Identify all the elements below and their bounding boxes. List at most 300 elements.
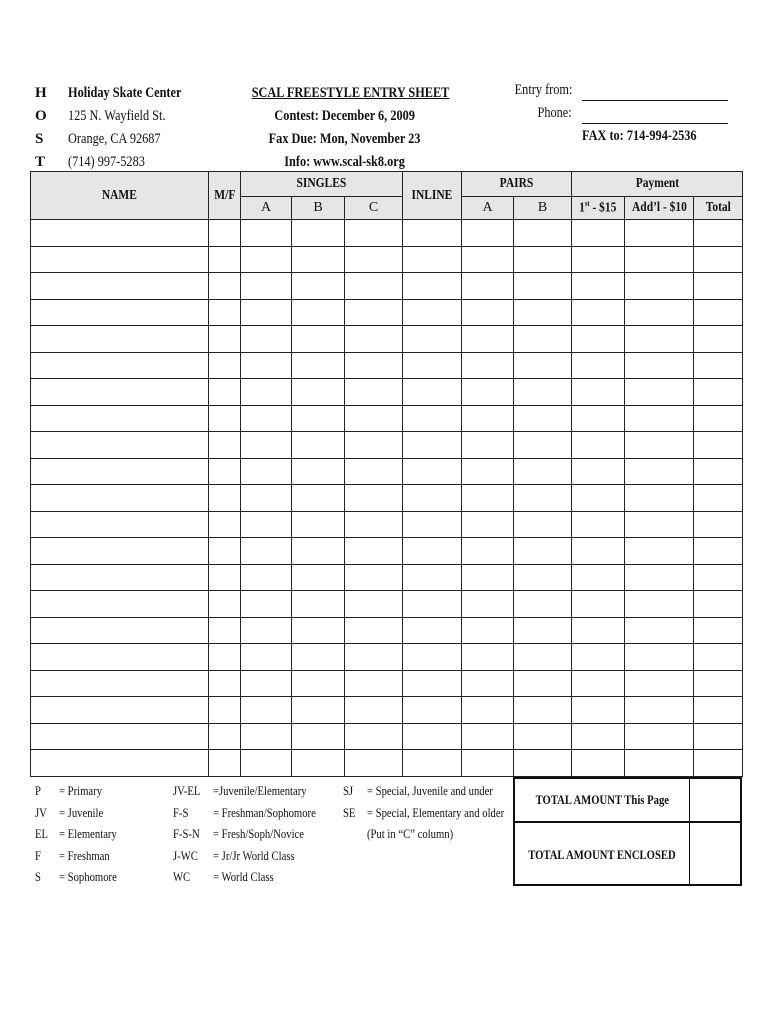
- inline-cell[interactable]: [403, 670, 462, 697]
- host-letter: H: [35, 85, 47, 101]
- inline-cell[interactable]: [403, 458, 462, 485]
- inline-cell[interactable]: [403, 538, 462, 565]
- pairs-a-cell[interactable]: [462, 299, 514, 326]
- pay-first-cell[interactable]: [572, 352, 625, 379]
- inline-cell[interactable]: [403, 379, 462, 406]
- pay-addl-cell[interactable]: [625, 458, 694, 485]
- inline-cell[interactable]: [403, 246, 462, 273]
- singles-b-cell[interactable]: [292, 617, 345, 644]
- entry-rows: [31, 220, 743, 777]
- col-singles-b: B: [292, 197, 345, 220]
- mf-cell[interactable]: [209, 723, 241, 750]
- pay-first-cell[interactable]: [572, 511, 625, 538]
- singles-c-cell[interactable]: [345, 432, 403, 459]
- singles-a-cell[interactable]: [241, 564, 292, 591]
- pay-total-cell[interactable]: [694, 220, 743, 247]
- singles-b-cell[interactable]: [292, 273, 345, 300]
- legend-item: SJ = Special, Juvenile and under: [343, 783, 493, 798]
- singles-a-cell[interactable]: [241, 273, 292, 300]
- pairs-a-cell[interactable]: [462, 485, 514, 512]
- pay-first-cell[interactable]: [572, 564, 625, 591]
- name-cell[interactable]: [31, 723, 209, 750]
- name-cell[interactable]: [31, 432, 209, 459]
- singles-b-cell[interactable]: [292, 644, 345, 671]
- info-url: Info: www.scal-sk8.org: [284, 154, 406, 170]
- mf-cell[interactable]: [209, 591, 241, 618]
- pairs-b-cell[interactable]: [514, 299, 572, 326]
- name-cell[interactable]: [31, 697, 209, 724]
- mf-cell[interactable]: [209, 564, 241, 591]
- table-row: [31, 432, 743, 459]
- legend-item: JV-EL =Juvenile/Elementary: [173, 783, 307, 798]
- pairs-a-cell[interactable]: [462, 617, 514, 644]
- legend-item: J-WC = Jr/Jr World Class: [173, 847, 295, 863]
- phone-field[interactable]: [582, 122, 728, 124]
- col-pay-total: Total: [694, 197, 743, 220]
- mf-cell[interactable]: [209, 352, 241, 379]
- singles-a-cell[interactable]: [241, 670, 292, 697]
- inline-cell[interactable]: [403, 617, 462, 644]
- col-mf-header: M/F: [209, 172, 241, 220]
- pay-total-cell[interactable]: [694, 379, 743, 406]
- pay-total-cell[interactable]: [694, 432, 743, 459]
- singles-b-cell[interactable]: [292, 379, 345, 406]
- col-pairs-b: B: [514, 197, 572, 220]
- pairs-b-cell[interactable]: [514, 352, 572, 379]
- legend-col-3: [343, 780, 534, 845]
- entry-table: [30, 171, 743, 777]
- pay-first-cell[interactable]: [572, 458, 625, 485]
- singles-c-cell[interactable]: [345, 220, 403, 247]
- name-cell[interactable]: [31, 644, 209, 671]
- host-name: Holiday Skate Center: [68, 85, 182, 101]
- singles-c-cell[interactable]: [345, 485, 403, 512]
- mf-cell[interactable]: [209, 697, 241, 724]
- table-row: [31, 644, 743, 671]
- table-row: [31, 723, 743, 750]
- pairs-a-cell[interactable]: [462, 511, 514, 538]
- singles-a-cell[interactable]: [241, 326, 292, 353]
- inline-cell[interactable]: [403, 644, 462, 671]
- phone-label: Phone:: [537, 105, 572, 121]
- singles-b-cell[interactable]: [292, 670, 345, 697]
- entry-from-label: Entry from:: [514, 82, 572, 98]
- pairs-a-cell[interactable]: [462, 432, 514, 459]
- pairs-b-cell[interactable]: [514, 723, 572, 750]
- pay-first-cell[interactable]: [572, 299, 625, 326]
- singles-c-cell[interactable]: [345, 564, 403, 591]
- pay-addl-cell[interactable]: [625, 617, 694, 644]
- inline-cell[interactable]: [403, 220, 462, 247]
- singles-b-cell[interactable]: [292, 485, 345, 512]
- singles-a-cell[interactable]: [241, 750, 292, 777]
- singles-c-cell[interactable]: [345, 723, 403, 750]
- pairs-b-cell[interactable]: [514, 511, 572, 538]
- singles-c-cell[interactable]: [345, 617, 403, 644]
- pay-total-cell[interactable]: [694, 644, 743, 671]
- pay-addl-cell[interactable]: [625, 591, 694, 618]
- singles-b-cell[interactable]: [292, 299, 345, 326]
- contest-info: [230, 82, 460, 174]
- legend-col-2: [173, 780, 338, 888]
- mf-cell[interactable]: [209, 670, 241, 697]
- pairs-a-cell[interactable]: [462, 564, 514, 591]
- name-cell[interactable]: [31, 246, 209, 273]
- singles-b-cell[interactable]: [292, 591, 345, 618]
- singles-a-cell[interactable]: [241, 697, 292, 724]
- pay-addl-cell[interactable]: [625, 697, 694, 724]
- singles-b-cell[interactable]: [292, 458, 345, 485]
- pay-total-cell[interactable]: [694, 564, 743, 591]
- table-row: [31, 379, 743, 406]
- pay-addl-cell[interactable]: [625, 405, 694, 432]
- name-cell[interactable]: [31, 511, 209, 538]
- sheet-title: SCAL FREESTYLE ENTRY SHEET: [251, 85, 450, 101]
- table-row: [31, 405, 743, 432]
- pay-total-cell[interactable]: [694, 485, 743, 512]
- pay-first-cell[interactable]: [572, 326, 625, 353]
- singles-a-cell[interactable]: [241, 432, 292, 459]
- pairs-a-cell[interactable]: [462, 273, 514, 300]
- legend-item: F-S-N = Fresh/Soph/Novice: [173, 826, 304, 842]
- name-cell[interactable]: [31, 220, 209, 247]
- singles-b-cell[interactable]: [292, 432, 345, 459]
- table-row: [31, 352, 743, 379]
- singles-b-cell[interactable]: [292, 220, 345, 247]
- mf-cell[interactable]: [209, 750, 241, 777]
- pairs-a-cell[interactable]: [462, 644, 514, 671]
- table-row: [31, 538, 743, 565]
- pay-first-cell[interactable]: [572, 697, 625, 724]
- pairs-a-cell[interactable]: [462, 326, 514, 353]
- pay-total-cell[interactable]: [694, 299, 743, 326]
- pay-addl-cell[interactable]: [625, 299, 694, 326]
- pairs-a-cell[interactable]: [462, 750, 514, 777]
- singles-a-cell[interactable]: [241, 591, 292, 618]
- pairs-b-cell[interactable]: [514, 273, 572, 300]
- pay-total-cell[interactable]: [694, 352, 743, 379]
- name-cell[interactable]: [31, 750, 209, 777]
- pairs-a-cell[interactable]: [462, 405, 514, 432]
- pay-addl-cell[interactable]: [625, 485, 694, 512]
- singles-c-cell[interactable]: [345, 644, 403, 671]
- mf-cell[interactable]: [209, 405, 241, 432]
- table-row: [31, 246, 743, 273]
- pairs-b-cell[interactable]: [514, 485, 572, 512]
- inline-cell[interactable]: [403, 432, 462, 459]
- total-this-page-label: TOTAL AMOUNT This Page: [515, 779, 690, 821]
- pay-total-cell[interactable]: [694, 326, 743, 353]
- singles-a-cell[interactable]: [241, 617, 292, 644]
- name-cell[interactable]: [31, 299, 209, 326]
- mf-cell[interactable]: [209, 273, 241, 300]
- singles-a-cell[interactable]: [241, 246, 292, 273]
- singles-b-cell[interactable]: [292, 352, 345, 379]
- pairs-b-cell[interactable]: [514, 326, 572, 353]
- mf-cell[interactable]: [209, 485, 241, 512]
- pay-total-cell[interactable]: [694, 617, 743, 644]
- singles-b-cell[interactable]: [292, 405, 345, 432]
- host-info: [68, 82, 206, 174]
- pay-first-cell[interactable]: [572, 538, 625, 565]
- pay-addl-cell[interactable]: [625, 220, 694, 247]
- col-pay-addl: Add’l - $10: [625, 197, 694, 220]
- entry-from-field[interactable]: [582, 99, 728, 101]
- table-row: [31, 273, 743, 300]
- singles-a-cell[interactable]: [241, 299, 292, 326]
- pay-first-cell[interactable]: [572, 220, 625, 247]
- legend-item: F = Freshman: [35, 847, 110, 863]
- pairs-b-cell[interactable]: [514, 591, 572, 618]
- pairs-a-cell[interactable]: [462, 220, 514, 247]
- fax-due: Fax Due: Mon, November 23: [269, 131, 421, 147]
- pay-total-cell[interactable]: [694, 697, 743, 724]
- legend-item: F-S = Freshman/Sophomore: [173, 804, 316, 820]
- singles-b-cell[interactable]: [292, 246, 345, 273]
- singles-c-cell[interactable]: [345, 750, 403, 777]
- singles-c-cell[interactable]: [345, 273, 403, 300]
- inline-cell[interactable]: [403, 723, 462, 750]
- host-address2: Orange, CA 92687: [68, 131, 161, 147]
- name-cell[interactable]: [31, 485, 209, 512]
- singles-c-cell[interactable]: [345, 246, 403, 273]
- pay-addl-cell[interactable]: [625, 432, 694, 459]
- singles-c-cell[interactable]: [345, 538, 403, 565]
- table-row: [31, 670, 743, 697]
- pay-total-cell[interactable]: [694, 723, 743, 750]
- name-cell[interactable]: [31, 591, 209, 618]
- name-cell[interactable]: [31, 379, 209, 406]
- pay-addl-cell[interactable]: [625, 538, 694, 565]
- name-cell[interactable]: [31, 538, 209, 565]
- mf-cell[interactable]: [209, 220, 241, 247]
- name-cell[interactable]: [31, 352, 209, 379]
- pairs-a-cell[interactable]: [462, 352, 514, 379]
- pairs-b-cell[interactable]: [514, 432, 572, 459]
- host-phone: (714) 997-5283: [68, 154, 145, 170]
- pay-addl-cell[interactable]: [625, 511, 694, 538]
- singles-b-cell[interactable]: [292, 564, 345, 591]
- pay-addl-cell[interactable]: [625, 352, 694, 379]
- name-cell[interactable]: [31, 273, 209, 300]
- pairs-b-cell[interactable]: [514, 220, 572, 247]
- table-row: [31, 750, 743, 777]
- legend-col-1: [35, 780, 130, 888]
- pay-first-cell[interactable]: [572, 617, 625, 644]
- pay-first-cell[interactable]: [572, 644, 625, 671]
- singles-a-cell[interactable]: [241, 511, 292, 538]
- mf-cell[interactable]: [209, 246, 241, 273]
- singles-a-cell[interactable]: [241, 352, 292, 379]
- inline-cell[interactable]: [403, 485, 462, 512]
- pay-addl-cell[interactable]: [625, 750, 694, 777]
- inline-cell[interactable]: [403, 750, 462, 777]
- pairs-b-cell[interactable]: [514, 617, 572, 644]
- singles-a-cell[interactable]: [241, 458, 292, 485]
- pay-addl-cell[interactable]: [625, 644, 694, 671]
- singles-c-cell[interactable]: [345, 405, 403, 432]
- pairs-a-cell[interactable]: [462, 591, 514, 618]
- col-inline-header: INLINE: [403, 172, 462, 220]
- singles-b-cell[interactable]: [292, 750, 345, 777]
- singles-a-cell[interactable]: [241, 379, 292, 406]
- col-singles-header: SINGLES: [241, 172, 403, 197]
- pairs-a-cell[interactable]: [462, 670, 514, 697]
- mf-cell[interactable]: [209, 458, 241, 485]
- table-row: [31, 591, 743, 618]
- pay-total-cell[interactable]: [694, 246, 743, 273]
- legend-item: EL = Elementary: [35, 826, 117, 842]
- pay-addl-cell[interactable]: [625, 723, 694, 750]
- col-singles-c: C: [345, 197, 403, 220]
- singles-c-cell[interactable]: [345, 379, 403, 406]
- singles-c-cell[interactable]: [345, 591, 403, 618]
- table-row: [31, 220, 743, 247]
- inline-cell[interactable]: [403, 564, 462, 591]
- pairs-b-cell[interactable]: [514, 670, 572, 697]
- pairs-a-cell[interactable]: [462, 697, 514, 724]
- mf-cell[interactable]: [209, 644, 241, 671]
- totals-box: [513, 777, 742, 886]
- host-letters: [35, 82, 47, 174]
- pay-first-cell[interactable]: [572, 723, 625, 750]
- pay-first-cell[interactable]: [572, 485, 625, 512]
- pairs-b-cell[interactable]: [514, 379, 572, 406]
- legend-item: S = Sophomore: [35, 869, 117, 885]
- pay-total-cell[interactable]: [694, 511, 743, 538]
- pairs-a-cell[interactable]: [462, 723, 514, 750]
- singles-a-cell[interactable]: [241, 723, 292, 750]
- col-name-header: NAME: [31, 172, 209, 220]
- singles-c-cell[interactable]: [345, 511, 403, 538]
- inline-cell[interactable]: [403, 352, 462, 379]
- singles-c-cell[interactable]: [345, 326, 403, 353]
- singles-a-cell[interactable]: [241, 405, 292, 432]
- legend-item: SE = Special, Elementary and older: [343, 804, 505, 820]
- singles-b-cell[interactable]: [292, 697, 345, 724]
- pairs-a-cell[interactable]: [462, 379, 514, 406]
- table-row: [31, 299, 743, 326]
- pay-first-cell[interactable]: [572, 273, 625, 300]
- pairs-b-cell[interactable]: [514, 458, 572, 485]
- pay-addl-cell[interactable]: [625, 564, 694, 591]
- pairs-b-cell[interactable]: [514, 697, 572, 724]
- table-row: [31, 458, 743, 485]
- pairs-b-cell[interactable]: [514, 538, 572, 565]
- mf-cell[interactable]: [209, 538, 241, 565]
- legend-item: P = Primary: [35, 783, 103, 798]
- mf-cell[interactable]: [209, 326, 241, 353]
- table-row: [31, 697, 743, 724]
- table-row: [31, 485, 743, 512]
- pay-first-cell[interactable]: [572, 591, 625, 618]
- inline-cell[interactable]: [403, 511, 462, 538]
- singles-c-cell[interactable]: [345, 697, 403, 724]
- pay-total-cell[interactable]: [694, 538, 743, 565]
- inline-cell[interactable]: [403, 591, 462, 618]
- mf-cell[interactable]: [209, 511, 241, 538]
- singles-b-cell[interactable]: [292, 511, 345, 538]
- pay-total-cell[interactable]: [694, 405, 743, 432]
- pay-addl-cell[interactable]: [625, 379, 694, 406]
- pay-total-cell[interactable]: [694, 591, 743, 618]
- pay-first-cell[interactable]: [572, 379, 625, 406]
- legend-item: JV = Juvenile: [35, 804, 104, 820]
- singles-b-cell[interactable]: [292, 326, 345, 353]
- contest-date: Contest: December 6, 2009: [274, 108, 416, 124]
- total-enclosed-field[interactable]: [690, 823, 740, 886]
- pay-addl-cell[interactable]: [625, 670, 694, 697]
- inline-cell[interactable]: [403, 273, 462, 300]
- pairs-a-cell[interactable]: [462, 538, 514, 565]
- singles-a-cell[interactable]: [241, 538, 292, 565]
- singles-a-cell[interactable]: [241, 644, 292, 671]
- pay-addl-cell[interactable]: [625, 246, 694, 273]
- total-this-page-field[interactable]: [690, 779, 740, 821]
- inline-cell[interactable]: [403, 299, 462, 326]
- mf-cell[interactable]: [209, 617, 241, 644]
- pairs-a-cell[interactable]: [462, 458, 514, 485]
- pay-total-cell[interactable]: [694, 750, 743, 777]
- name-cell[interactable]: [31, 458, 209, 485]
- pay-addl-cell[interactable]: [625, 326, 694, 353]
- pay-first-cell[interactable]: [572, 750, 625, 777]
- pairs-b-cell[interactable]: [514, 564, 572, 591]
- host-letter: O: [35, 108, 47, 124]
- name-cell[interactable]: [31, 617, 209, 644]
- pairs-b-cell[interactable]: [514, 246, 572, 273]
- host-address1: 125 N. Wayfield St.: [68, 108, 166, 124]
- table-row: [31, 564, 743, 591]
- pay-first-cell[interactable]: [572, 670, 625, 697]
- name-cell[interactable]: [31, 326, 209, 353]
- singles-c-cell[interactable]: [345, 458, 403, 485]
- pay-first-cell[interactable]: [572, 246, 625, 273]
- pairs-b-cell[interactable]: [514, 405, 572, 432]
- singles-a-cell[interactable]: [241, 220, 292, 247]
- pay-total-cell[interactable]: [694, 458, 743, 485]
- singles-a-cell[interactable]: [241, 485, 292, 512]
- table-row: [31, 617, 743, 644]
- pay-addl-cell[interactable]: [625, 273, 694, 300]
- singles-c-cell[interactable]: [345, 670, 403, 697]
- pay-total-cell[interactable]: [694, 670, 743, 697]
- singles-c-cell[interactable]: [345, 352, 403, 379]
- col-pairs-header: PAIRS: [462, 172, 572, 197]
- host-letter: T: [35, 154, 46, 170]
- singles-b-cell[interactable]: [292, 538, 345, 565]
- total-enclosed-label: TOTAL AMOUNT ENCLOSED: [515, 823, 690, 886]
- inline-cell[interactable]: [403, 405, 462, 432]
- mf-cell[interactable]: [209, 432, 241, 459]
- name-cell[interactable]: [31, 670, 209, 697]
- name-cell[interactable]: [31, 405, 209, 432]
- mf-cell[interactable]: [209, 299, 241, 326]
- name-cell[interactable]: [31, 564, 209, 591]
- inline-cell[interactable]: [403, 326, 462, 353]
- singles-c-cell[interactable]: [345, 299, 403, 326]
- pairs-a-cell[interactable]: [462, 246, 514, 273]
- pay-first-cell[interactable]: [572, 432, 625, 459]
- pairs-b-cell[interactable]: [514, 750, 572, 777]
- pay-total-cell[interactable]: [694, 273, 743, 300]
- pay-first-cell[interactable]: [572, 405, 625, 432]
- table-row: [31, 511, 743, 538]
- singles-b-cell[interactable]: [292, 723, 345, 750]
- mf-cell[interactable]: [209, 379, 241, 406]
- inline-cell[interactable]: [403, 697, 462, 724]
- pairs-b-cell[interactable]: [514, 644, 572, 671]
